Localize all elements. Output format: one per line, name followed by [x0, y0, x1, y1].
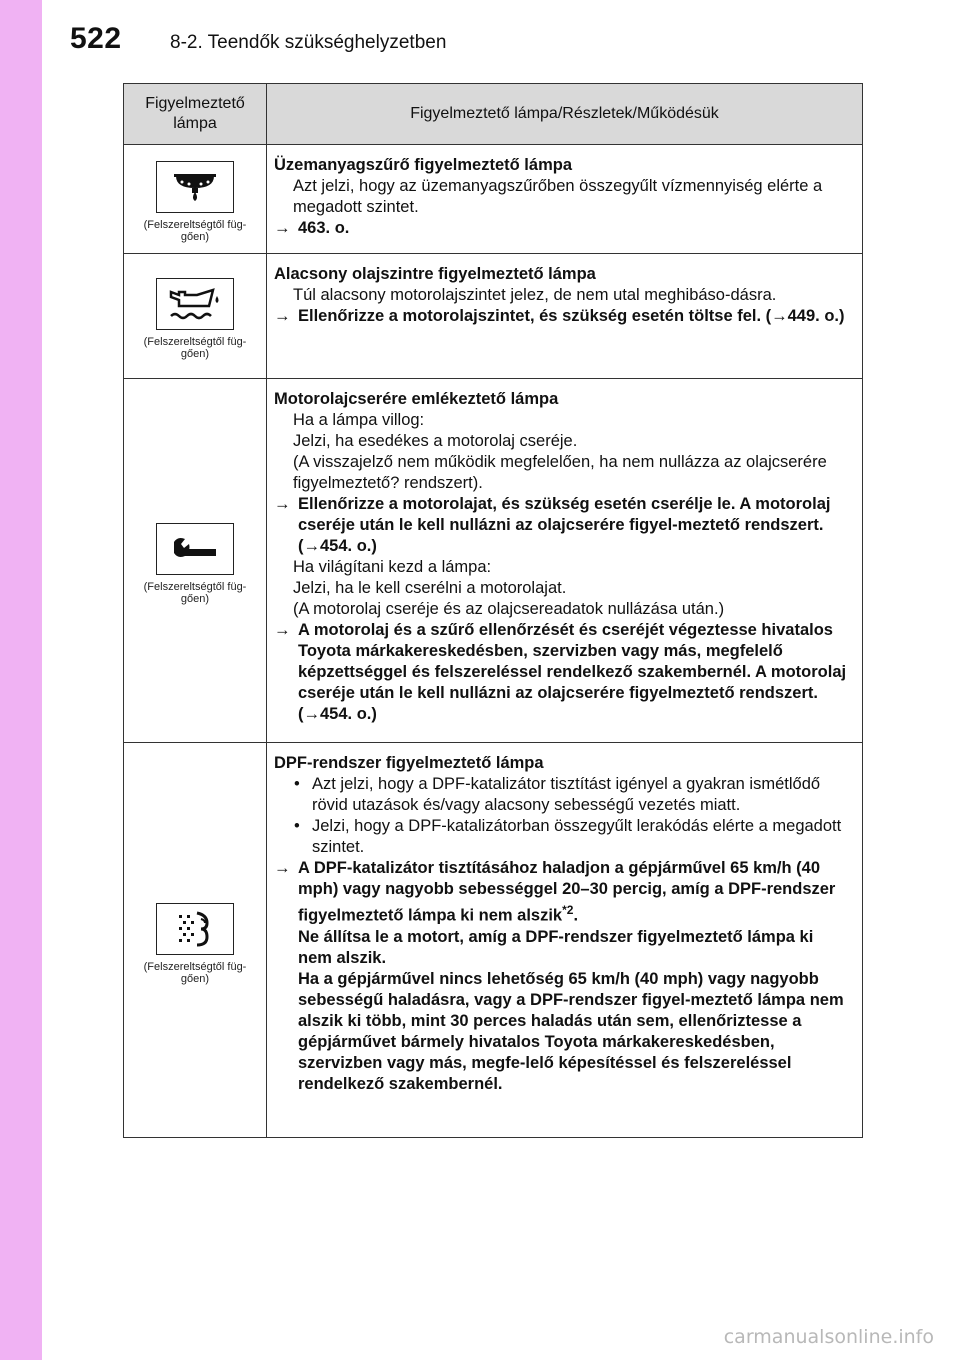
arrow-icon: →: [274, 219, 291, 237]
reference-line: [274, 858, 850, 1095]
icon-cell: [124, 254, 267, 378]
lamp-description: Túl alacsony motorolajszintet jelez, de nem utal meghibáso-dásra.: [293, 286, 777, 304]
footnote-marker: *2: [562, 903, 574, 917]
icon-cell: [124, 379, 267, 742]
lamp-description-line: Jelzi, ha esedékes a motorolaj cseréje.: [293, 432, 578, 450]
warning-lamp-table: [123, 83, 863, 1138]
reference-line: [274, 218, 850, 239]
lamp-description-line: Jelzi, ha le kell cserélni a motorolajat.: [293, 579, 567, 597]
bullet-icon: •: [294, 775, 300, 793]
dpf-system-icon: [156, 903, 234, 955]
icon-caption: (Felszereltségtől füg-gően): [143, 336, 247, 360]
details-cell: [267, 743, 862, 1137]
instruction-text: A DPF-katalizátor tisztításához haladjon a gépjárművel 65 km/h (40 mph) vagy nagyobb sebességgel 20–30 percig, amíg a DPF-rendszer figyelmeztető lámpa ki nem alszik$^{*2}$. Ne állítsa le a motort, amíg a DPF-rendszer figyelmeztető lámpa ki nem alszik. Ha a gépjárművel nincs lehetőség 65 km/h (40 mph) vagy nagyobb sebességű haladásra, vagy a DPF-rendszer figyel-meztető lámpa nem alszik ki több, mint 30 perces haladás után sem, ellenőriztesse a gépjárművet bármely hivatalos Toyota márkakereskedésben, szervizben vagy más, megfe-lelő képesítéssel és felszereléssel rendelkező szakembernél.: [298, 859, 844, 1093]
reference-line: [274, 620, 850, 725]
arrow-icon: →: [274, 621, 291, 639]
lamp-title: Üzemanyagszűrő figyelmeztető lámpa: [274, 156, 572, 174]
arrow-icon: →: [274, 307, 291, 325]
reference-line: [274, 306, 850, 327]
icon-caption: (Felszereltségtől füg-gően): [143, 219, 247, 243]
page-reference: 463. o.: [298, 219, 350, 237]
oil-change-wrench-icon: [156, 523, 234, 575]
lamp-description-line: Ha világítani kezd a lámpa:: [293, 558, 492, 576]
icon-cell: [124, 145, 267, 253]
details-cell: [267, 379, 862, 742]
details-cell: [267, 145, 862, 253]
watermark: carmanualsonline.info: [723, 1326, 934, 1348]
low-oil-level-icon: [156, 278, 234, 330]
arrow-icon: →: [274, 859, 291, 877]
lamp-description-line: Ha a lámpa villog:: [293, 411, 425, 429]
reference-line: [274, 494, 850, 557]
section-title: 8-2. Teendők szükséghelyzetben: [170, 32, 447, 53]
bullet-item: • Azt jelzi, hogy a DPF-katalizátor tisztítást igényel a gyakran ismétlődő rövid utazások és/vagy alacsony sebességű vezetés miatt.: [294, 775, 821, 814]
header-col-lamp: Figyelmeztető lámpa: [124, 84, 267, 144]
table-row: [124, 253, 862, 378]
lamp-description: Azt jelzi, hogy az üzemanyagszűrőben összegyűlt vízmennyiség elérte a megadott szintet.: [293, 177, 823, 216]
lamp-description-line: (A motorolaj cseréje és az olajcsereadatok nullázása után.): [293, 600, 725, 618]
lamp-title: Alacsony olajszintre figyelmeztető lámpa: [274, 265, 596, 283]
table-header: [124, 84, 862, 144]
details-cell: [267, 254, 862, 378]
icon-caption: (Felszereltségtől füg-gően): [143, 961, 247, 985]
page-number: 522: [70, 22, 122, 55]
arrow-icon: →: [274, 495, 291, 513]
table-row: [124, 378, 862, 742]
fuel-filter-water-icon: [156, 161, 234, 213]
instruction-text: A motorolaj és a szűrő ellenőrzését és cseréjét végeztesse hivatalos Toyota márkakereskedésben, szervizben vagy más, megfelelő képzettséggel és felszereléssel rendelkező szakembernél. A motorolaj cseréje után le kell nullázni az olajcserére figyelmeztető rendszert. (→454. o.): [298, 621, 847, 723]
header-col-details: Figyelmeztető lámpa/Részletek/Működésük: [410, 105, 719, 122]
bullet-icon: •: [294, 817, 300, 835]
table-row: [124, 742, 862, 1137]
instruction-text: Ellenőrizze a motorolajszintet, és szükség esetén töltse fel. (→449. o.): [298, 307, 845, 325]
lamp-description-line: (A visszajelző nem működik megfelelően, ha nem nullázza az olajcserére figyelmeztető? rendszert).: [293, 453, 827, 492]
icon-caption: (Felszereltségtől füg-gően): [143, 581, 247, 605]
side-tab-bar: [0, 0, 42, 1360]
bullet-item: • Jelzi, hogy a DPF-katalizátorban összegyűlt lerakódás elérte a megadott szintet.: [294, 817, 842, 856]
lamp-title: Motorolajcserére emlékeztető lámpa: [274, 390, 559, 408]
icon-cell: [124, 743, 267, 1137]
instruction-text: Ellenőrizze a motorolajat, és szükség esetén cserélje le. A motorolaj cseréje után le kell nullázni az olajcserére figyel-meztető rendszert. (→454. o.): [298, 495, 831, 555]
table-row: [124, 144, 862, 253]
lamp-title: DPF-rendszer figyelmeztető lámpa: [274, 754, 544, 772]
